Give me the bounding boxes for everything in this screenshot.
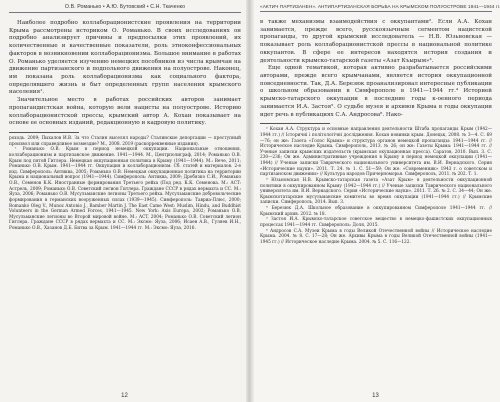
right-running-head: «АКТИЧ ПАРТИЗАНЕН». АНТИПАРТИЗАНСКАЯ БОРЬБА НА КРЫМСКОМ ПОЛУОСТРОВЕ 1941—1944 гг. [260, 4, 492, 12]
right-main-text [260, 19, 492, 119]
left-page [0, 0, 249, 402]
right-page [251, 0, 500, 402]
right-paragraph-2: Еще одной тематикой, которая активно разрабатывается российскими авторами, прежде всего крымчанами, является история оккупационной повседневности. Так, Д.А. Березюк проанализировал интересные публикации о школьном образовании в Симферополе в 1941—1944 гг.⁴ Историей крымско-татарского оккупации в последние годы к-оенного периода занимается И.А. Застоя⁵. О судьбе музея и архивов Крыма в годы оккупации идет речь в публикациях С.А. Андросова⁶. Нако- [260, 65, 492, 118]
right-paragraph-1: в также механизмы взаимодействия с оккупантами². Если А.А. Кохан занимается, прежде всего, русскоязычным сегментом нацистской пропаганды, то другой крымский исследователь — Н.В. Юзьновская — показывает роль коллаборационистской прессы в национальной политике оккупантов. В сфере ее интересов находятся история создания и деятельности крымско-татарской газеты «Азат Къырым»³. [260, 19, 492, 64]
right-page-number: 13 [372, 393, 379, 399]
left-footnote-rule [9, 132, 79, 133]
right-footnote-2: ² Кохан А.А. Структура и основные направления деятельности Штаба пропаганды Крым (1942—1944 гг.) // Історичні і політологічні дослідження. Кохан новинки крым. Донецьк, 2008. № 3—4. С. 69—76; он же: Газета «Голос Крыма» и структура органов немецкой пропаганды: 1941—1944 гг. // Историческое наследие Крыма. Симферополь, 2013. № 26; он же: Газеты Крыма: 1941—1944 гг. // Ученые записки крымских издательств (крымская окупационная пресса). Саратов, 2010. Вып. 3. С. 230—236; Он же. Административные учреждения в Крыму в период немецкой оккупации (1941—1944) // Ученые записки Таврического национального университета им. В.И. Вернадского. Серия «Исторические науки». 2011. Т. 24. № 1. С. 51—59; Он же. «Современник» 1943 г. о советском и партизанском движении» // Культура народов Причерноморья. Симферополь, 2011. № 202. Т. 1. [260, 127, 492, 178]
book-gutter [246, 0, 254, 402]
left-paragraph-1: Наиболее подробно коллаборационистские проявления на территории Крыма рассмотрены историком О. Романько. В своих исследованиях он подробно анализирует причины и предпосылки этих проявлений, их количественные и качественные показатели, роль этноконфессиональных факторов в возникновении коллаборационизма. Большое внимание в работах О. Романько уделяется изучению немецких пособников из числа крымчан на движение партизанского и подпольного движения на полуострове. Наконец, им показана роль коллаборационизма как социального фактора, определявшего жизнь и быт определенных групп населения крымского населения¹. [9, 20, 241, 96]
left-main-text [9, 20, 241, 128]
left-running-head: О.В. Романько • А.Ю. Бутовский • С.Н. Ткаченко [9, 4, 241, 13]
right-footnote-5: ⁵ Застоя И.А. Крымско-татарское советское вещество в немецко-фашистских оккупационных процессах 1941—1944 гг. Симферополь: Доля, 2015. [260, 217, 492, 228]
left-page-number: 12 [121, 393, 128, 399]
right-footnotes [260, 127, 492, 245]
right-footnote-rule [260, 123, 330, 124]
left-footnote-continuation: роходь. 2009; Пыхалов И.В. За что Сталин выселял народы? Сталинские депортации — преступный произвол или справедливое возмездие? М., 2008. 2019 (раскорреквенные издания). [9, 136, 241, 147]
left-footnotes [9, 136, 241, 232]
left-paragraph-2: Значительное место в работах российских авторов занимает пропагандистская война, которую вели нацисты на полуострове. Историю коллаборационистской прессы, крымский автор А. Кохан показывает на основе ее основных изданий, редакционную и кадровую политику. [9, 97, 241, 127]
right-footnote-3: ³ Юзьновская Н.В. Крымско-татарская газета «Азат Крым» в деятельности оккупационной политики в оккупированном Крыму (1942—1944 гг.) // Ученые записки Таврического национального университета им. В.И. Вернадского. Серия «Исторические науки». 2011. Т. 26. № 2. С. 34—44; Он же. Крымскотатарские мусульманские комитеты во время оккупации (1941—1944 гг.) // Крымские записки. Симферополь, 2014. Вып. 3. [260, 177, 492, 206]
left-footnote-1: ¹ Романько О.В. Крым в период немецкой оккупации. Национальные отношения, коллаборационизм и партизанское движение. 1941—1944. М., Центрполиграф, 2014; Романько О.В. Крым под пятой Гитлера. Немецкая оккупационная политика в Крыму (1941—1944). М.: Вече, 2011; Романько О.В. Крым. 1941—1944 гг. Оккупация и коллаборационизм. Сб. статей и материалов. 2-е изд. Симферополь: Антиква, 2005; Романько О.В. Немецкая оккупационная политика на территории Крыма и национальный вопрос (1941—1944). Симферополь: Антиква, 2009; Дробязко С.И., Романько О.В., Семенов К.К. Иностранные формирования Третьего рейха (Под ред. К.К. Семенова. М.: ACT: Астрель, 2009; Романько О.В. Советский легион Гитлера. Граждане СССР в рядах вермахта и СС. М.: Яуза, 2006; Романько О.В. Мусульманские легионы Третьего рейха. Мусульманские добровольческие формирования в германских вооруженных силах (1939—1945). Симферополь: Тавриа-Плюс, 2000; Romanko Oleg V., Munoz Antonio J., Bamber Martin J. The East Came West: Muslim, Hindu, and Buddhist Volunteers in the German Armed Forces, 1941—1945. New York: Axis Europa, 2002; Романько О.В. Мусульманские легионы во Второй мировой войне. М.: ACT, 2004; Романько О.В. Советский легион Гитлера. Граждане СССР в рядах вермахта и СС. М.: Эксмо: Яуза, 2006; Исаев А.В., Гуляев И.Н., Романько О.В., Хазанов Д.Б. Битва за Крым. 1941—1944 гг. М.: Эксмо: Яуза, 2016. [9, 147, 241, 232]
right-footnote-4: ⁴ Березюк Д.А. Школьное образование в оккупированном Симферополе 1941—1944 гг. // Крымский архив. 2012. № 18. [260, 206, 492, 217]
right-footnote-6: ⁶ Андросов С.А. Музеи Крыма в годы Великой Отечественной войны // Историческое наследие Крыма. 2004. № 8. С. 17—28; Он же. Архивы Крыма в годы Великой Отечественной войны (1941—1945 гг.) // Историческое наследие Крыма. 2004. № 5. С. 116—122. [260, 228, 492, 245]
